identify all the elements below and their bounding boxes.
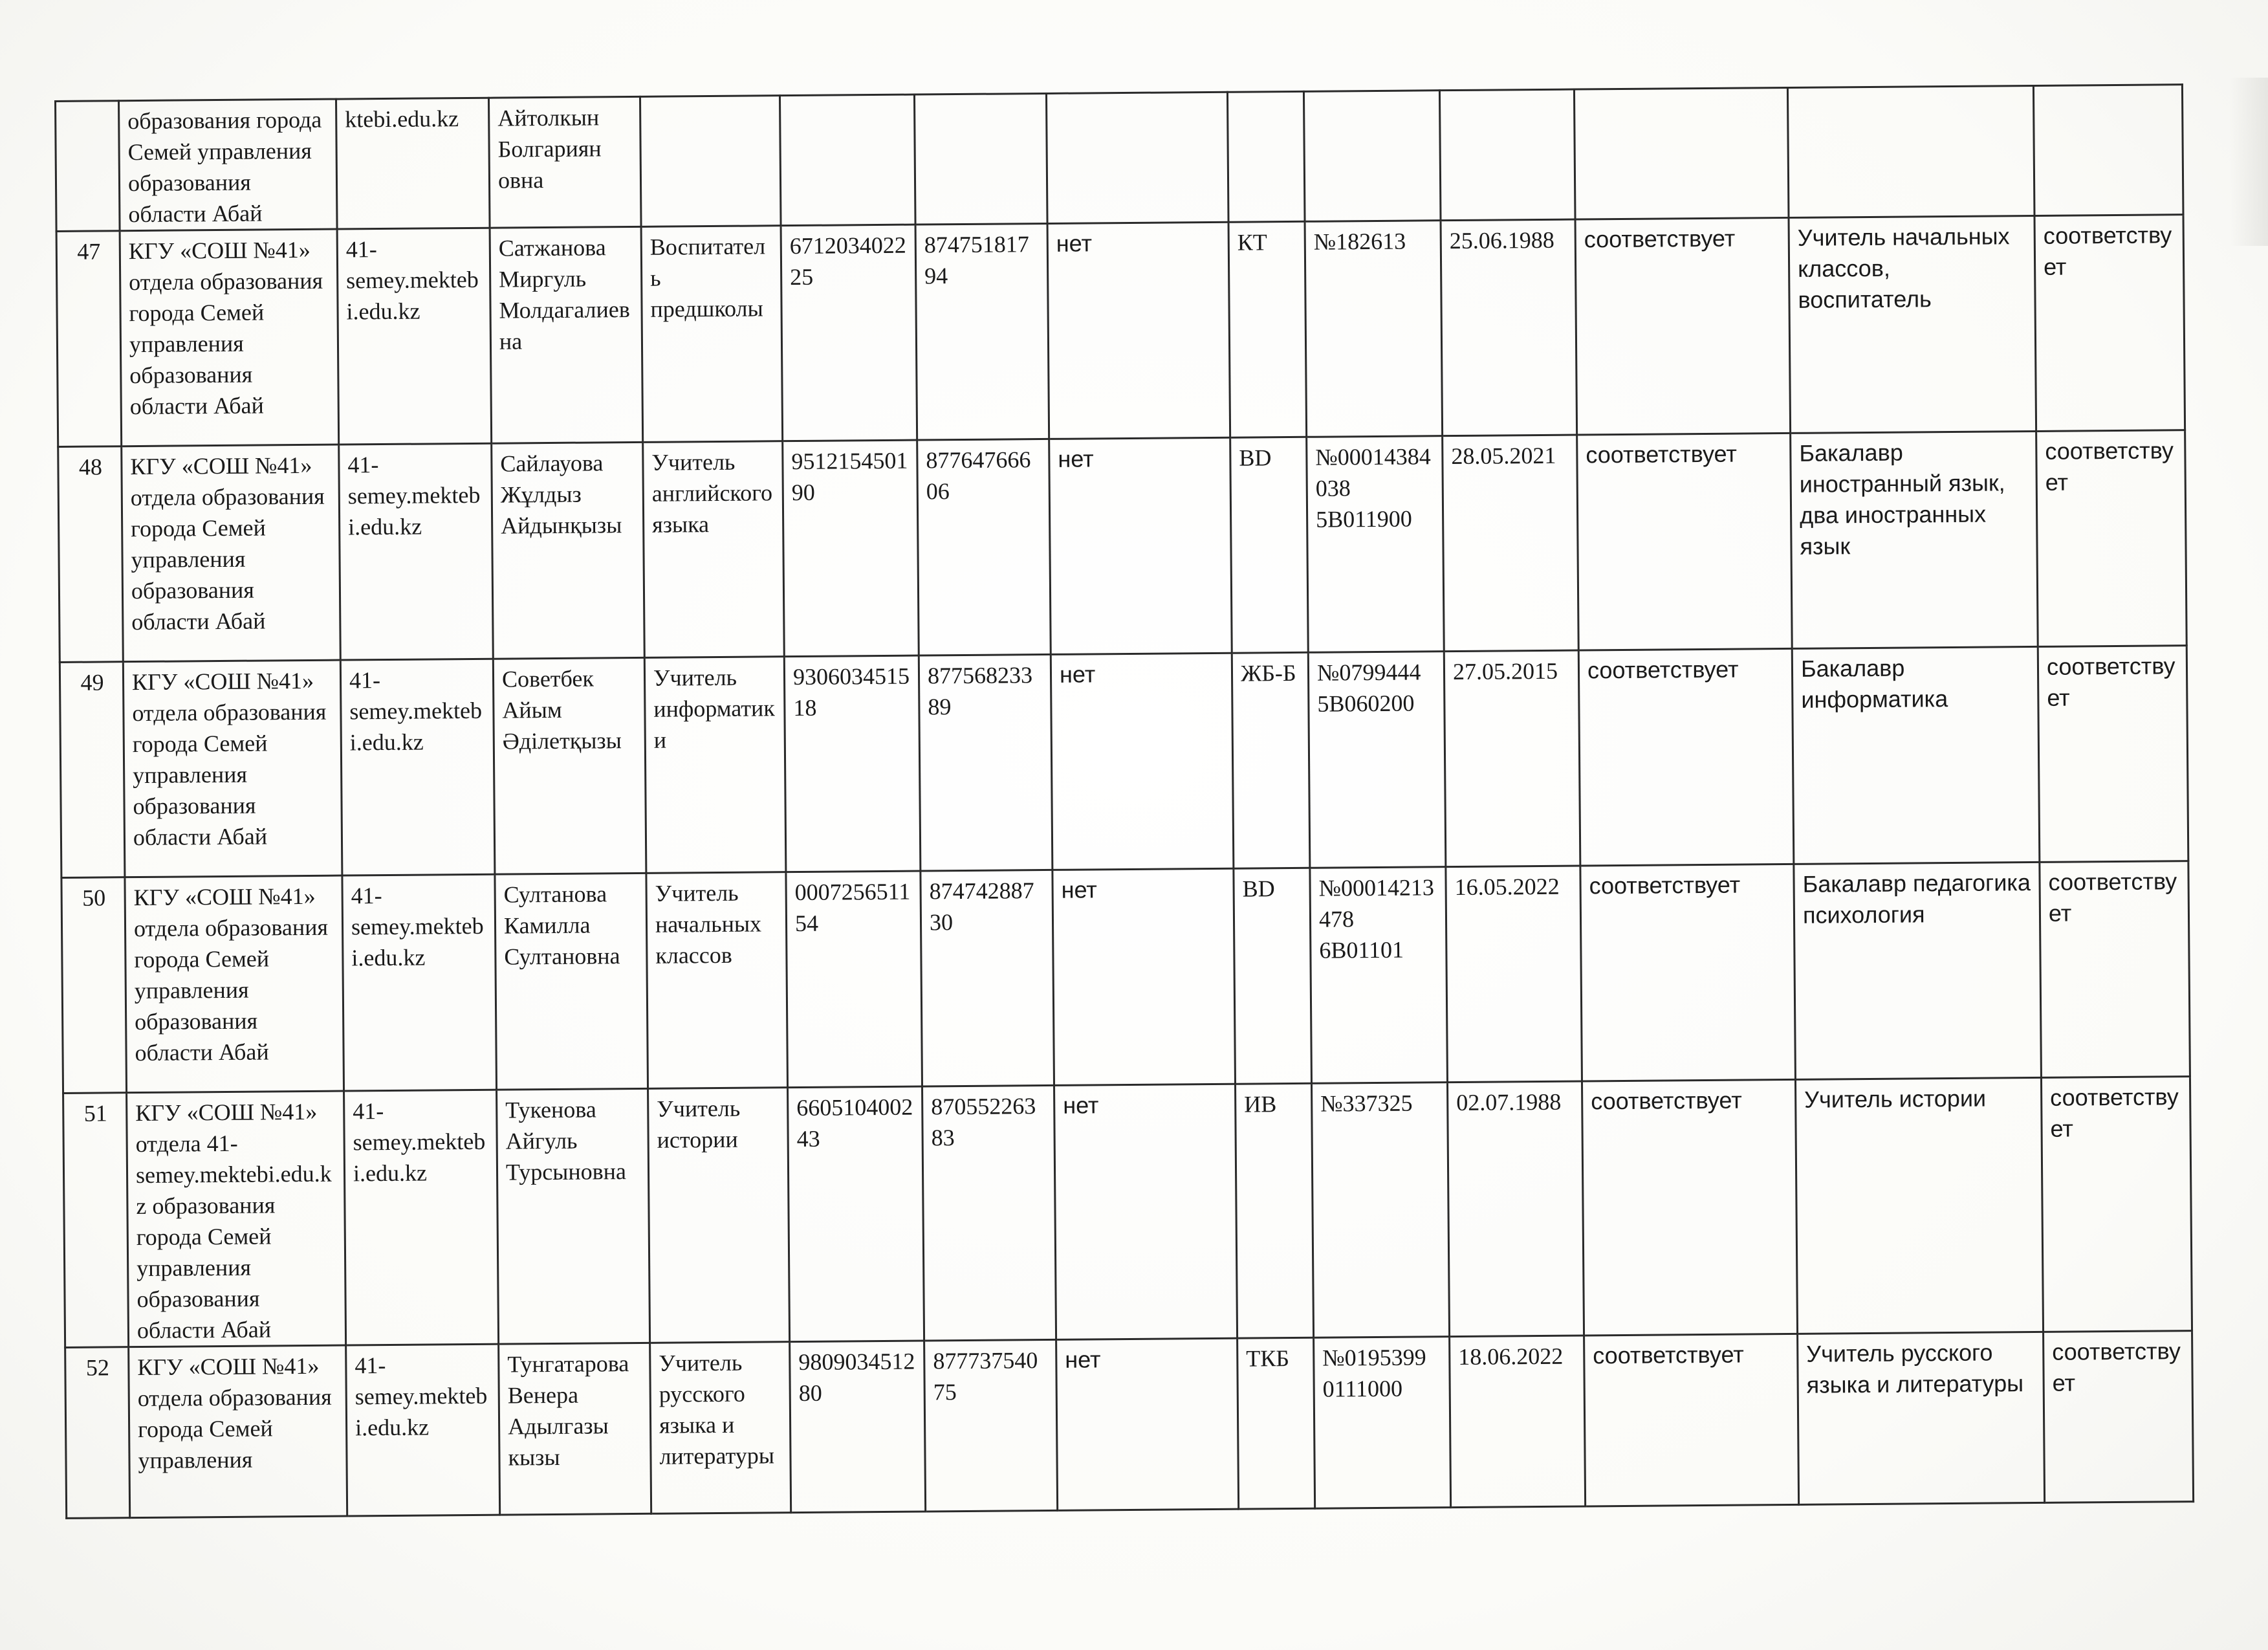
staff-table-body bbox=[56, 85, 2194, 1519]
doc-date-cell: 28.05.2021 bbox=[1443, 435, 1579, 652]
iin-cell: 671203402225 bbox=[781, 225, 917, 441]
full-name-cell: Советбек Айым Әділетқызы bbox=[493, 657, 646, 874]
compliance-cell bbox=[1574, 87, 1789, 219]
position-cell: Учитель английского языка bbox=[643, 441, 785, 658]
doc-number-cell: №0799444 5B060200 bbox=[1308, 652, 1446, 868]
full-name-cell: Тукенова Айгуль Турсыновна bbox=[497, 1088, 650, 1344]
dismissal-cell: нет bbox=[1047, 222, 1230, 439]
organization-cell: КГУ «СОШ №41» отдела образования города Семей управления образования области Абай bbox=[120, 229, 339, 446]
doc-date-cell bbox=[1439, 89, 1575, 221]
iin-cell: 000725651154 bbox=[786, 871, 922, 1088]
doc-number-cell: №00014213478 6B01101 bbox=[1310, 867, 1448, 1084]
full-name-cell: Айтолкын Болгариян овна bbox=[488, 96, 641, 228]
doc-date-cell: 18.06.2022 bbox=[1450, 1336, 1586, 1508]
doc-number-cell: №182613 bbox=[1305, 221, 1443, 437]
dismissal-cell: нет bbox=[1054, 1084, 1238, 1339]
iin-cell bbox=[780, 94, 915, 226]
compliance-cell: соответствует bbox=[1584, 1334, 1799, 1506]
full-name-cell: Сатжанова Миргуль Молдагалиевна bbox=[490, 226, 643, 443]
compliance-cell: соответствует bbox=[1577, 433, 1793, 650]
website-cell: 41-semey.mektebi.edu.kz bbox=[337, 228, 492, 445]
doc-series-cell: BD bbox=[1230, 437, 1309, 653]
table-row bbox=[63, 1077, 2192, 1348]
full-name-cell: Сайлауова Жұлдыз Айдынқызы bbox=[492, 442, 645, 659]
organization-cell: КГУ «СОШ №41» отдела 41-semey.mektebi.edu.kz образования города Семей управления образования области Абай bbox=[127, 1091, 346, 1347]
qualification-cell: Бакалавр иностранный язык, два иностранных язык bbox=[1791, 431, 2038, 648]
website-cell: 41-semey.mektebi.edu.kz bbox=[339, 443, 494, 660]
qualification-cell: Учитель русского языка и литературы bbox=[1798, 1332, 2045, 1504]
compliance-cell: соответствует bbox=[1582, 1079, 1797, 1336]
compliance2-cell: соответствует bbox=[2036, 430, 2187, 647]
position-cell: Учитель информатики bbox=[644, 657, 786, 874]
qualification-cell: Учитель истории bbox=[1795, 1077, 2043, 1334]
organization-cell: КГУ «СОШ №41» отдела образования города Семей управления образования области Абай bbox=[125, 875, 344, 1093]
phone-cell: 87474288730 bbox=[921, 870, 1054, 1086]
position-cell bbox=[640, 96, 781, 227]
dismissal-cell: нет bbox=[1052, 868, 1236, 1085]
table-row bbox=[65, 1331, 2194, 1519]
position-cell: Учитель истории bbox=[648, 1088, 790, 1343]
iin-cell: 660510400243 bbox=[788, 1086, 924, 1342]
website-cell: 41-semey.mektebi.edu.kz bbox=[346, 1344, 500, 1516]
dismissal-cell bbox=[1046, 92, 1228, 223]
row-number: 47 bbox=[56, 231, 122, 447]
compliance2-cell: соответствует bbox=[2038, 646, 2188, 863]
organization-cell: образования города Семей управления образования области Абай bbox=[119, 99, 338, 231]
compliance2-cell: соответствует bbox=[2034, 215, 2185, 432]
phone-cell: 87756823389 bbox=[919, 654, 1052, 871]
table-row bbox=[61, 861, 2190, 1094]
qualification-cell: Бакалавр педагогика психология bbox=[1794, 862, 2042, 1079]
doc-date-cell: 27.05.2015 bbox=[1444, 650, 1580, 867]
organization-cell: КГУ «СОШ №41» отдела образования города Семей управления образования области Абай bbox=[122, 445, 341, 662]
qualification-cell bbox=[1787, 85, 2034, 217]
compliance2-cell: соответствует bbox=[2041, 1077, 2192, 1332]
row-number: 49 bbox=[60, 662, 125, 878]
iin-cell: 980903451280 bbox=[790, 1341, 926, 1513]
doc-number-cell: №337325 bbox=[1311, 1083, 1449, 1338]
phone-cell: 87764766606 bbox=[917, 439, 1051, 655]
row-number: 50 bbox=[61, 877, 127, 1094]
doc-date-cell: 16.05.2022 bbox=[1446, 866, 1582, 1083]
compliance2-cell: соответствует bbox=[2040, 861, 2190, 1078]
full-name-cell: Тунгатарова Венера Адылгазы кызы bbox=[499, 1343, 651, 1515]
doc-series-cell: ТКБ bbox=[1238, 1337, 1315, 1509]
doc-number-cell: №0195399 0111000 bbox=[1314, 1337, 1451, 1509]
compliance-cell: соответствует bbox=[1575, 217, 1791, 435]
scan-edge-shadow bbox=[2229, 78, 2268, 246]
phone-cell bbox=[914, 93, 1047, 225]
doc-series-cell: ИВ bbox=[1235, 1083, 1313, 1338]
website-cell: 41-semey.mektebi.edu.kz bbox=[342, 874, 497, 1091]
compliance2-cell bbox=[2033, 85, 2183, 216]
position-cell: Учитель русского языка и литературы bbox=[650, 1342, 791, 1514]
compliance-cell: соответствует bbox=[1580, 864, 1796, 1081]
phone-cell: 87475181794 bbox=[915, 223, 1049, 440]
doc-date-cell: 02.07.1988 bbox=[1447, 1081, 1584, 1337]
dismissal-cell: нет bbox=[1056, 1338, 1239, 1510]
dismissal-cell: нет bbox=[1051, 653, 1234, 870]
table-row bbox=[56, 215, 2185, 447]
position-cell: Учитель начальных классов bbox=[646, 872, 788, 1089]
compliance2-cell: соответствует bbox=[2044, 1331, 2194, 1503]
organization-cell: КГУ «СОШ №41» отдела образования города Семей управления образования области Абай bbox=[123, 660, 342, 877]
website-cell: 41-semey.mektebi.edu.kz bbox=[344, 1090, 499, 1345]
website-cell: ktebi.edu.kz bbox=[336, 98, 490, 229]
doc-number-cell: №00014384038 5B011900 bbox=[1307, 436, 1445, 653]
phone-cell: 87773754075 bbox=[924, 1339, 1058, 1512]
iin-cell: 951215450190 bbox=[783, 440, 919, 657]
doc-number-cell bbox=[1303, 91, 1441, 222]
qualification-cell: Бакалавр информатика bbox=[1792, 646, 2040, 864]
phone-cell: 87055226383 bbox=[922, 1085, 1056, 1341]
table-row bbox=[56, 85, 2183, 232]
table-row bbox=[60, 646, 2188, 878]
position-cell: Воспитатель предшколы bbox=[641, 226, 783, 443]
staff-table bbox=[54, 83, 2194, 1519]
doc-series-cell: КТ bbox=[1228, 221, 1307, 437]
doc-series-cell: BD bbox=[1234, 868, 1312, 1084]
organization-cell: КГУ «СОШ №41» отдела образования города Семей управления bbox=[129, 1345, 347, 1518]
doc-series-cell: ЖБ-Б bbox=[1232, 652, 1310, 868]
dismissal-cell: нет bbox=[1049, 437, 1232, 654]
table-row bbox=[58, 430, 2187, 663]
row-number: 52 bbox=[65, 1347, 130, 1519]
qualification-cell: Учитель начальных классов, воспитатель bbox=[1789, 215, 2036, 433]
website-cell: 41-semey.mektebi.edu.kz bbox=[340, 659, 495, 875]
doc-series-cell bbox=[1227, 91, 1305, 222]
row-number bbox=[56, 101, 120, 232]
iin-cell: 930603451518 bbox=[784, 655, 921, 872]
full-name-cell: Султанова Камилла Султановна bbox=[495, 873, 648, 1090]
doc-date-cell: 25.06.1988 bbox=[1441, 219, 1577, 436]
compliance-cell: соответствует bbox=[1578, 648, 1794, 866]
row-number: 48 bbox=[58, 446, 124, 663]
row-number: 51 bbox=[63, 1093, 129, 1348]
